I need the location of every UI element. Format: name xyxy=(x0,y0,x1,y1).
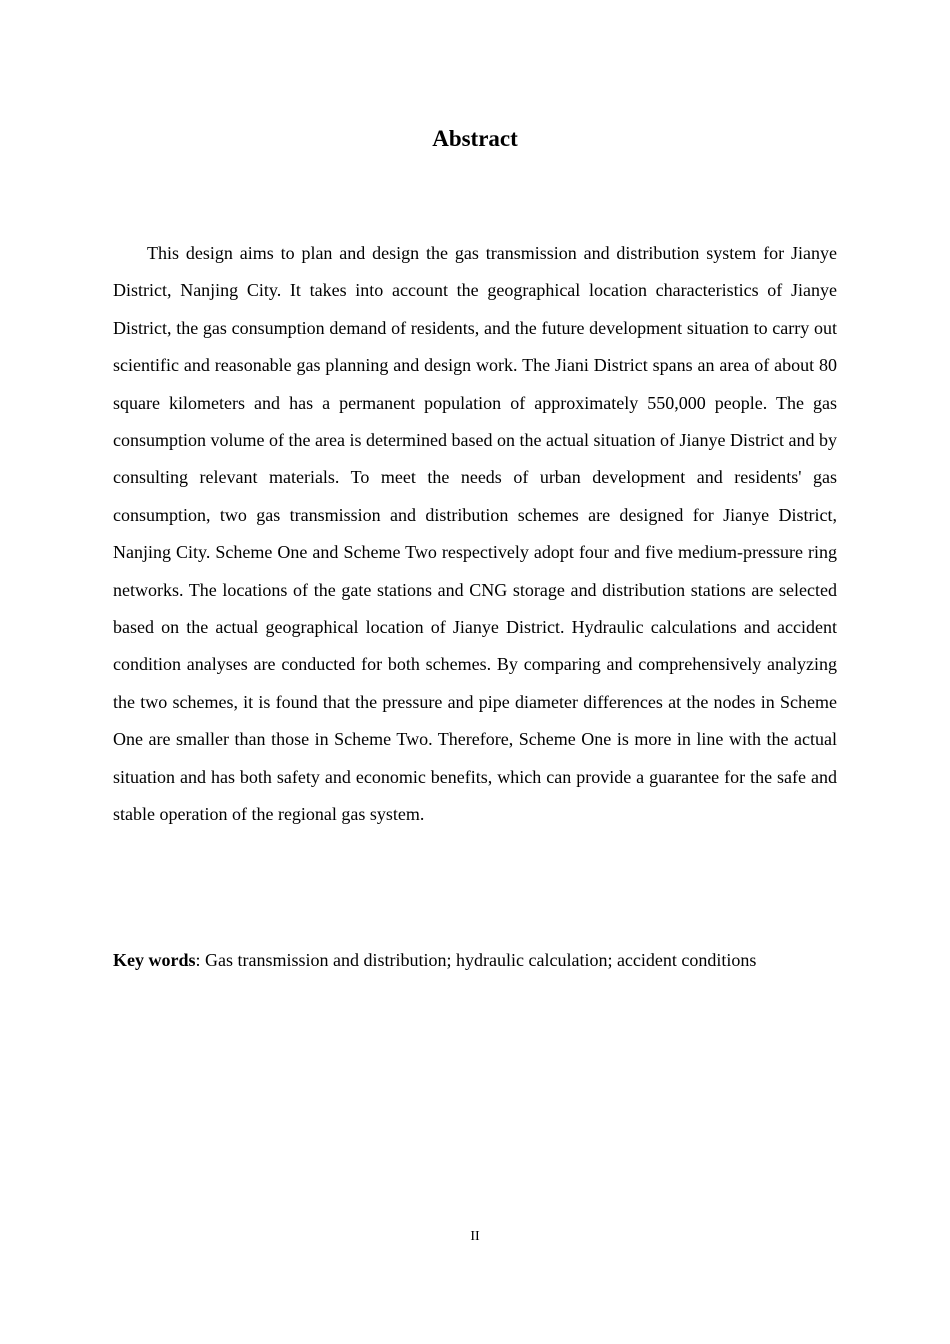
keywords-text: Gas transmission and distribution; hydraulic calculation; accident conditions xyxy=(205,950,757,970)
abstract-body: This design aims to plan and design the gas transmission and distribution system for Jianye District, Nanjing City. It takes into account the geographical location characteristics of Jianye District, the gas consumption demand of residents, and the future development situation to carry out scientific and reasonable gas planning and design work. The Jiani District spans an area of about 80 square kilometers and has a permanent population of approximately 550,000 people. The gas consumption volume of the area is determined based on the actual situation of Jianye District and by consulting relevant materials. To meet the needs of urban development and residents' gas consumption, two gas transmission and distribution schemes are designed for Jianye District, Nanjing City. Scheme One and Scheme Two respectively adopt four and five medium-pressure ring networks. The locations of the gate stations and CNG storage and distribution stations are selected based on the actual geographical location of Jianye District. Hydraulic calculations and accident condition analyses are conducted for both schemes. By comparing and comprehensively analyzing the two schemes, it is found that the pressure and pipe diameter differences at the nodes in Scheme One are smaller than those in Scheme Two. Therefore, Scheme One is more in line with the actual situation and has both safety and economic benefits, which can provide a guarantee for the safe and stable operation of the regional gas system. xyxy=(113,243,837,825)
keywords-label: Key words xyxy=(113,950,196,970)
keywords-separator: : xyxy=(195,950,206,970)
abstract-title: Abstract xyxy=(432,126,518,151)
page-number: II xyxy=(470,1229,480,1244)
keywords-paragraph xyxy=(113,942,837,979)
